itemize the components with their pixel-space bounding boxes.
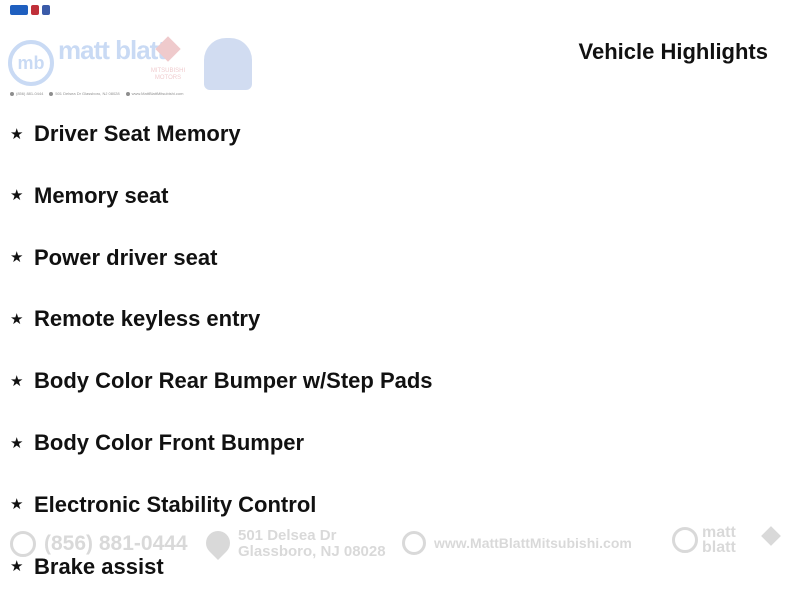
footer-logo-word: matt blatt — [702, 524, 736, 556]
star-icon: ★ — [10, 187, 24, 205]
highlight-item — [10, 245, 217, 271]
footer-address-line2: Glassboro, NJ 08028 — [238, 543, 386, 560]
star-icon: ★ — [10, 496, 24, 514]
highlight-item — [10, 183, 169, 209]
star-icon: ★ — [10, 310, 24, 328]
mitsubishi-diamond-icon — [155, 36, 180, 61]
highlight-label: Power driver seat — [34, 244, 218, 270]
dealer-logo-word: matt blatt — [58, 35, 165, 65]
highlight-item — [10, 554, 164, 580]
star-icon: ★ — [10, 125, 24, 143]
dealer-mini-logo — [10, 5, 28, 15]
footer-logo-circle — [672, 527, 698, 553]
globe-icon — [402, 531, 426, 555]
page-title: Vehicle Highlights — [578, 39, 768, 64]
footer-dealer-logo — [672, 525, 752, 561]
highlight-item — [10, 306, 260, 332]
mitsubishi-mini-logo — [31, 5, 39, 15]
highlight-label: Electronic Stability Control — [34, 491, 317, 517]
footer-address-line1: 501 Delsea Dr — [238, 527, 337, 544]
strip-address: 501 Delsea Dr Glassboro, NJ 08028 — [49, 91, 119, 96]
star-icon: ★ — [10, 558, 24, 576]
highlight-item — [10, 430, 304, 456]
highlight-label: Brake assist — [34, 553, 164, 579]
family-image — [204, 38, 252, 90]
mitsubishi-badge-text: MITSUBISHI MOTORS — [150, 68, 186, 81]
highlight-item — [10, 492, 316, 518]
dealer-contact-strip — [10, 91, 183, 96]
location-pin-icon — [201, 526, 235, 560]
highlight-label: Memory seat — [34, 182, 169, 208]
highlight-label: Driver Seat Memory — [34, 121, 241, 146]
strip-phone: (856) 881-0444 — [10, 91, 43, 96]
header-mini-logos — [10, 5, 50, 15]
star-icon: ★ — [10, 249, 24, 267]
strip-website: www.MattBlattMitsubishi.com — [126, 91, 184, 96]
star-icon: ★ — [10, 434, 24, 452]
mitsubishi-logo — [146, 40, 190, 90]
highlight-item — [10, 121, 241, 147]
highlight-item — [10, 368, 433, 394]
footer-mitsubishi-icon — [761, 526, 781, 546]
highlight-label: Body Color Front Bumper — [34, 430, 305, 455]
star-icon: ★ — [10, 372, 24, 390]
footer-website: www.MattBlattMitsubishi.com — [434, 535, 632, 551]
highlight-label: Body Color Rear Bumper w/Step Pads — [34, 368, 433, 394]
family-mini-logo — [42, 5, 50, 15]
footer-phone: (856) 881-0444 — [44, 532, 188, 555]
highlight-label: Remote keyless entry — [34, 306, 261, 332]
dealer-logo-circle: mb — [8, 40, 54, 86]
